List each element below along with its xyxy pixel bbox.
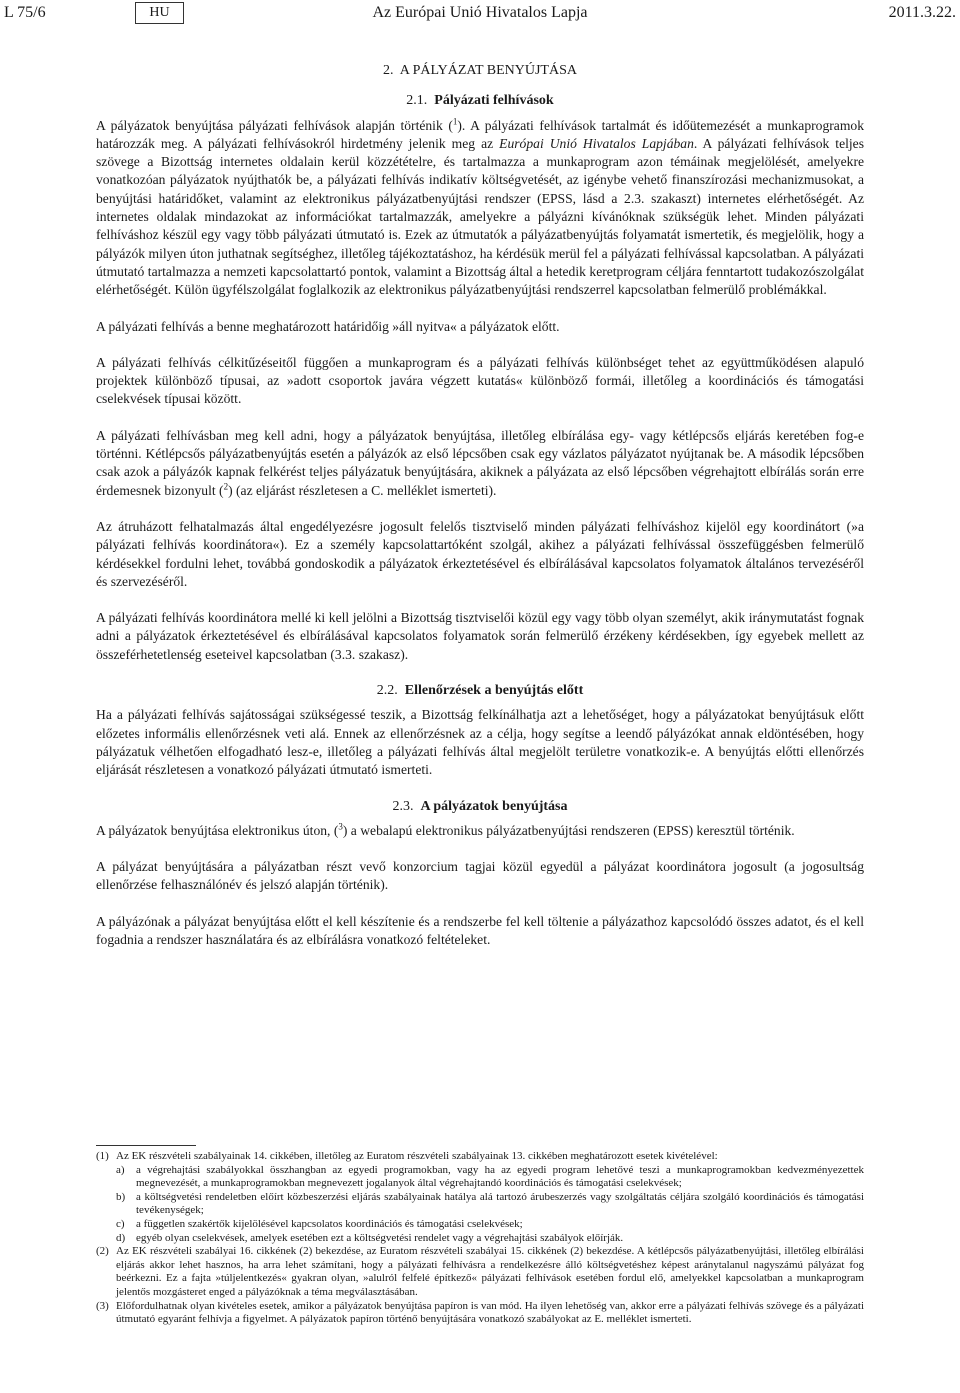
footnotes	[96, 1150, 864, 1327]
paragraph: A pályázati felhívás célkitűzéseitől függően a munkaprogram és a pályázati felhívás különbséget tehet az együttműködésen alapuló projektek különböző típusai, az »adott csoportok javára végzett kutatás« különböző formái, illetőleg a koordinációs és támogatási cselekvések típusai között.	[96, 354, 864, 407]
section-title: Ellenőrzések a benyújtás előtt	[404, 683, 584, 699]
section-number: 2.1.	[406, 93, 428, 109]
journal-title: Az Európai Unió Hivatalos Lapja	[372, 4, 588, 21]
section-heading-2	[96, 62, 864, 80]
footnote-text: Az EK részvételi szabályai 16. cikkének (2) bekezdése, az Euratom részvételi szabályai 15. cikkének (2) bekezdése. A kétlépcsős pályázatbenyújtási, illetőleg elbírálási eljárás akkor lehet hasznos, ha arra lehet számítani, hogy a pályázati felhívásra a rendelkezésre álló költségvetéshez képest aránytalanul nagyszámú pályázat fog beérkezni. Ez a fajta »túljelentkezés« gyakran olyan, »alulról felfelé építkező« pályázati felhívások esetében fordul elő, amelyekkel kapcsolatban a munkaprogram jelentős mozgásteret enged a pályázóknak a téma megválasztásában.	[116, 1245, 864, 1298]
paragraph: A pályázatok benyújtása pályázati felhívások alapján történik ($^1$). A pályázati felhívások tartalmát és időütemezését a munkaprogramok határozzák meg. A pályázati felhívásokról hirdetmény jelenik meg az Európai Unió Hivatalos Lapjában. A pályázati felhívások teljes szövege a Bizottság internetes oldalain kerül közzétételre, és tartalmazza a munkaprogram azon témáinak megjelölését, amelyekre vonatkozóan pályázatok nyújthatók be, a pályázati felhívás indikatív költségvetését, az igénybe vehető finanszírozási mechanizmusokat, a benyújtási határidőket, valamint az elektronikus pályázatbenyújtási rendszer (EPSS, lásd a 2.3. szakaszt) internetes elérhetőségét. Az internetes oldalak mindazokat az információkat tartalmazzák, amelyekre a pályázni kívánóknak szükségük lehet. Minden pályázati felhíváshoz készül egy vagy több pályázati útmutató is. Ezek az útmutatók a pályázatbenyújtás folyamatát ismertetik, és megjelölik, hogy a pályázók milyen úton juthatnak segítséghez, illetőleg tájékoztatáshoz, ha kérdésük merül fel a pályázati felhívással kapcsolatban. A pályázati útmutató tartalmazza a nemzeti kapcsolattartó pontok, valamint a Bizottság által a hetedik keretprogram céljára fenntartott tudakozószolgálat elérhetőségét. Külön ügyfélszolgálat foglalkozik az elektronikus pályázatbenyújtási rendszerrel kapcsolatban felmerülő problémákkal.	[96, 116, 864, 298]
footnote-list-item: d) egyéb olyan cselekvések, amelyek esetében ezt a költségvetési rendelet vagy a végrehajtási szabályok előírják.	[116, 1231, 624, 1244]
section-heading-2-1	[96, 92, 864, 110]
paragraph: A pályázati felhívás a benne meghatározott határidőig »áll nyitva« a pályázatok előtt.	[96, 318, 560, 334]
footnote-3	[96, 1300, 864, 1327]
footnote-text: Előfordulhatnak olyan kivételes esetek, amikor a pályázatok benyújtása papíron is van mód. Ha ilyen lehetőség van, akkor erre a pályázati felhívás szövege és a pályázati útmutató egyaránt felhívja a figyelmet. A pályázatok papíron történő benyújtására vonatkozó szabályokat az E. melléklet ismerteti.	[116, 1299, 864, 1326]
section-heading-2-3	[96, 798, 864, 816]
footnote-list-item: b) a költségvetési rendeletben előírt közbeszerzési eljárás szabályainak hatálya alá tartozó árubeszerzés vagy szolgáltatás céljára szolgáló koordinációs és támogatási tevékenységek;	[116, 1190, 864, 1217]
footnote-ref[interactable]: 3	[338, 821, 343, 832]
footnote-ref[interactable]: 1	[452, 116, 458, 127]
footnote-number: (2)	[96, 1245, 109, 1258]
paragraph: A pályázat benyújtására a pályázatban részt vevő konzorcium tagjai közül egyedül a pályázat koordinátora jogosult (a jogosultság ellenőrzése felhasználónév és jelszó alapján történik).	[96, 859, 864, 893]
section-title: A pályázatok benyújtása	[420, 798, 568, 814]
paragraph: A pályázati felhívás koordinátora mellé ki kell jelölni a Bizottság tisztviselői közül egy vagy több olyan személyt, akik iránymutatást fognak adni a pályázatok érkeztetésével és elbírálásával kapcsolatos folyamatok során felmerülő érzékeny kérdésekben, így egyebek mellett az összeférhetetlenség eseteivel kapcsolatban (3.3. szakasz).	[96, 610, 864, 662]
paragraph: Az átruházott felhatalmazás által engedélyezésre jogosult felelős tisztviselő minden pályázati felhíváshoz kijelöl egy koordinátort (»a pályázati felhívás koordinátora«). Ez a személy kapcsolattartóként szolgál, akihez a pályázati felhívással összefüggésben felmerülő kérdésekkel fordulni lehet, továbbá gondoskodik a pályázatok érkeztetésével és elbírálásával kapcsolatos folyamatok általános tervezéséről és szervezéséről.	[96, 518, 864, 589]
section-title: A PÁLYÁZAT BENYÚJTÁSA	[399, 63, 577, 78]
section-number: 2.	[383, 63, 394, 78]
paragraph: A pályázati felhívásban meg kell adni, hogy a pályázatok benyújtása, illetőleg elbírálása egy- vagy kétlépcsős eljárás keretében fog-e történni. Kétlépcsős pályázatbenyújtás esetén a pályázók az első lépcsőben csak egy vázlatos pályázatot nyújtanak be. A második lépcsőben csak azok a pályázók kapnak felkérést teljes pályázatuk benyújtására, akiknek a pályázata az első lépcsőben végrehajtott elbírálás során erre érdemesnek bizonyult ($^2$) (az eljárást részletesen a C. melléklet ismerteti).	[96, 427, 864, 498]
paragraph: Ha a pályázati felhívás sajátosságai szükségessé teszik, a Bizottság felkínálhatja azt a lehetőséget, hogy a pályázatokat benyújtásuk előtt előzetes informális ellenőrzésnek veti alá. Ennek az ellenőrzésnek az a célja, hogy segítse a leendő pályázókat annak eldöntésében, hogy pályázatuk vélhetően elfogadható lesz-e, illetőleg a pályázati felhívás által megjelölt területre vonatkozik-e. A benyújtás előtti ellenőrzés eljárását részletesen a vonatkozó pályázati útmutató ismerteti.	[96, 707, 864, 778]
footnote-list-item: a) a végrehajtási szabályokkal összhangban az egyedi programokban, vagy ha az egyedi program lehetővé teszi a munkaprogramokban kedvezményezettek megnevezését, a munkaprogramokban megnevezett jogalanyok által végrehajtandó koordinációs és támogatási cselekvések;	[116, 1163, 864, 1190]
section-title: Pályázati felhívások	[434, 93, 554, 109]
section-number: 2.2.	[376, 683, 398, 699]
footnote-number: (1)	[96, 1150, 109, 1162]
footnote-ref[interactable]: 2	[223, 481, 229, 492]
footnote-number: (3)	[96, 1299, 109, 1312]
page-reference: L 75/6	[4, 4, 46, 21]
footnote-text: Az EK részvételi szabályainak 14. cikkében, illetőleg az Euratom részvételi szabályainak 13. cikkében meghatározott esetek kivételével:	[116, 1150, 718, 1162]
footnote-list-item: c) a független szakértők kijelölésével kapcsolatos koordinációs és támogatási cselekvések;	[116, 1217, 523, 1230]
section-number: 2.3.	[392, 798, 414, 814]
publication-date: 2011.3.22.	[888, 4, 956, 21]
footnote-divider	[96, 1145, 196, 1146]
footnote-1	[96, 1150, 864, 1245]
page-header	[0, 0, 960, 36]
language-badge: HU	[135, 2, 184, 24]
paragraph: A pályázónak a pályázat benyújtása előtt el kell készítenie és a rendszerbe fel kell töltenie a pályázathoz kapcsolódó összes adatot, és el kell fogadnia a rendszer használatára és az elbírálásra vonatkozó feltételeket.	[96, 913, 864, 947]
document-body	[96, 62, 864, 949]
paragraph: A pályázatok benyújtása elektronikus úton, ($^3$) a webalapú elektronikus pályázatbenyújtási rendszeren (EPSS) keresztül történik.	[96, 821, 795, 838]
section-heading-2-2	[96, 682, 864, 700]
footnote-2	[96, 1245, 864, 1299]
